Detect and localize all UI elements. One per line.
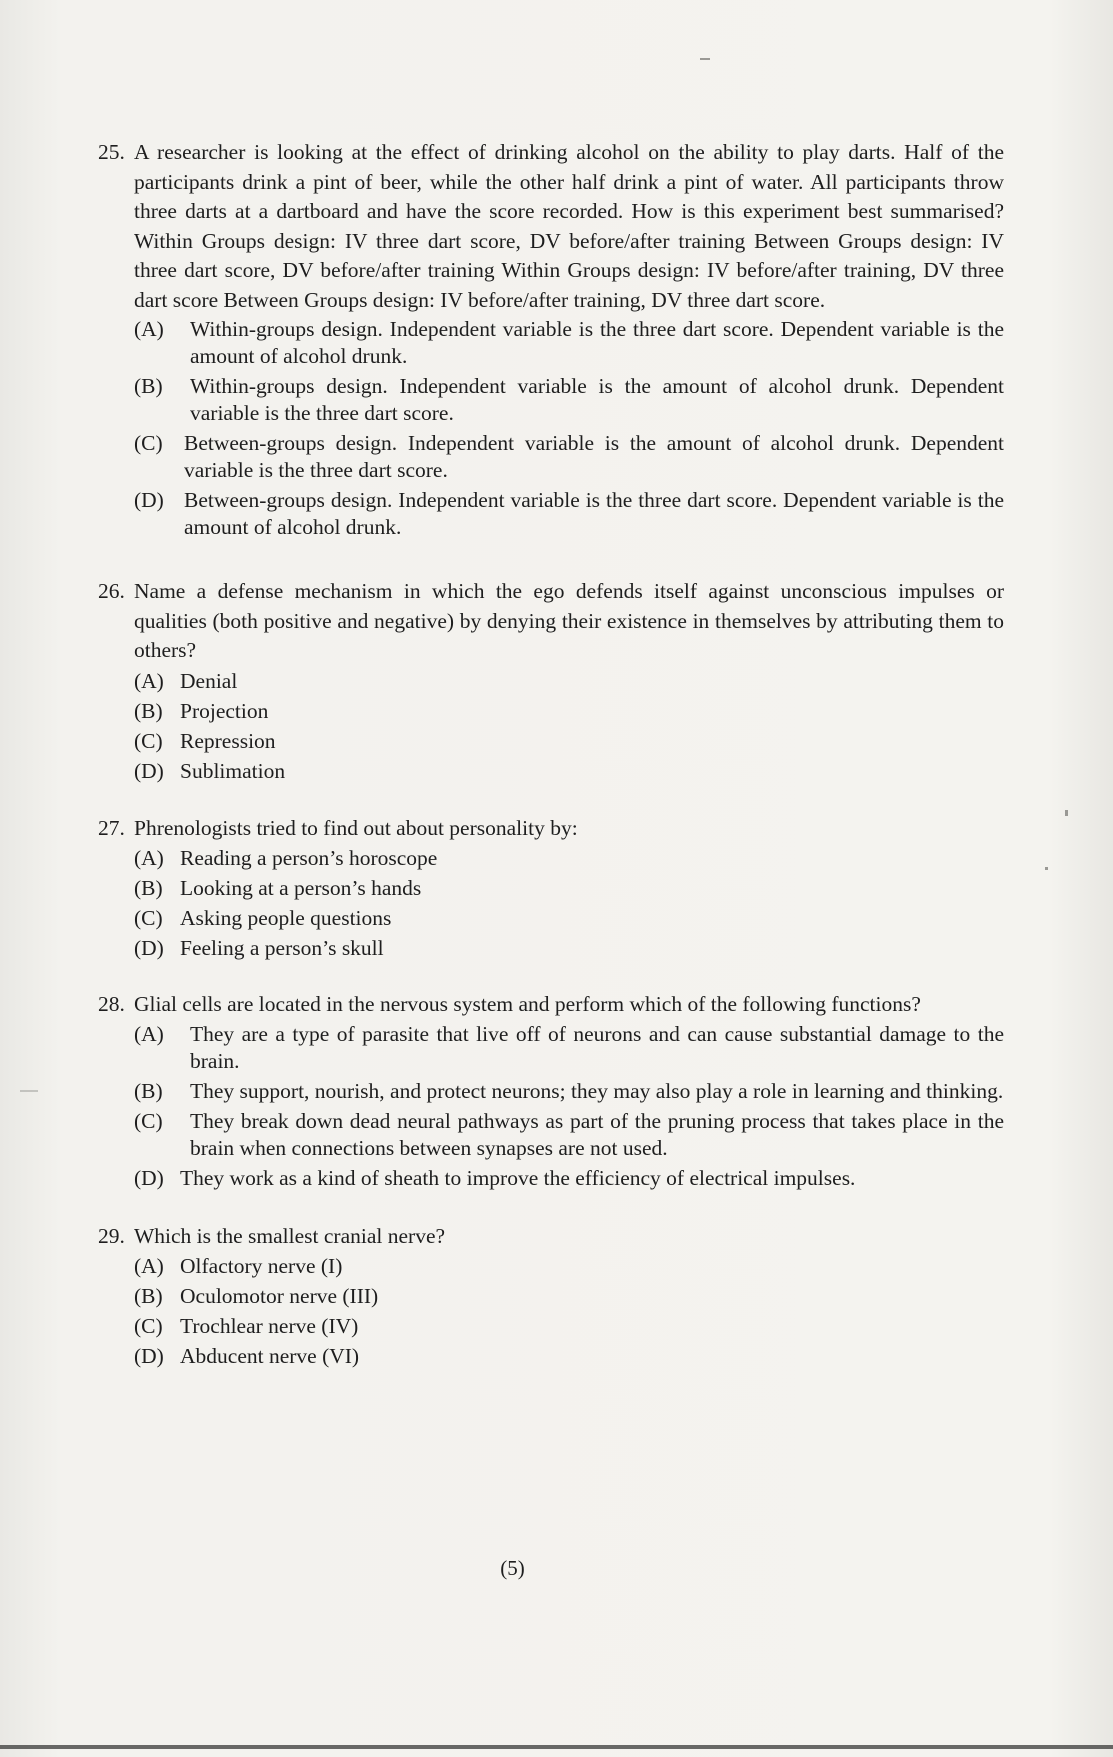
option-list (134, 667, 1004, 785)
question-25 (98, 138, 1004, 541)
scan-speck (1065, 810, 1068, 816)
option-a (134, 844, 1004, 872)
option-a (134, 1252, 1004, 1280)
option-text: Reading a person’s horoscope (180, 846, 438, 870)
option-text: They work as a kind of sheath to improve the efficiency of electrical impulses. (180, 1165, 856, 1190)
option-b (134, 1078, 1004, 1105)
option-b (134, 1282, 1004, 1310)
option-text: Within-groups design. Independent variable is the amount of alcohol drunk. Dependent variable is the three dart score. (190, 374, 1004, 425)
option-text: Within-groups design. Independent variable is the three dart score. Dependent variable is the amount of alcohol drunk. (190, 317, 1004, 368)
question-27 (98, 814, 1004, 963)
question-number: 29. (98, 1223, 125, 1248)
scan-speck (20, 1090, 38, 1092)
option-a (134, 1021, 1004, 1075)
option-list (134, 316, 1004, 541)
option-letter: (A) (134, 668, 164, 693)
question-26 (98, 577, 1004, 785)
option-b (134, 373, 1004, 427)
option-text: They are a type of parasite that live off of neurons and can cause substantial damage to the brain. (190, 1021, 1004, 1073)
question-text: A researcher is looking at the effect of drinking alcohol on the ability to play darts. Half of the participants drink a pint of beer, while the other half drink a pint of water. All participants throw three darts at a dartboard and have the score recorded. How is this experiment best summarised? Within Groups design: IV three dart score, DV before/after training Between Groups design: IV three dart score, DV before/after training Within Groups design: IV before/after training, DV three dart score Between Groups design: IV before/after training, DV three dart score. (134, 140, 1004, 312)
option-text: They break down dead neural pathways as part of the pruning process that takes place in the brain when connections between synapses are not used. (190, 1108, 1004, 1160)
option-text: Oculomotor nerve (III) (180, 1284, 379, 1308)
option-letter: (D) (134, 488, 164, 512)
option-list (134, 844, 1004, 962)
option-text: Between-groups design. Independent variable is the amount of alcohol drunk. Dependent variable is the three dart score. (184, 431, 1004, 482)
option-letter: (C) (134, 906, 163, 930)
option-letter: (D) (134, 1344, 164, 1368)
option-d (134, 934, 1004, 962)
option-letter: (B) (134, 1284, 163, 1308)
option-letter: (B) (134, 1078, 163, 1103)
scan-speck (1045, 867, 1048, 870)
option-text: Sublimation (180, 758, 286, 783)
option-text: Feeling a person’s skull (180, 936, 384, 960)
page-number: (5) (500, 1556, 525, 1580)
option-text: Asking people questions (180, 906, 392, 930)
option-a (134, 316, 1004, 370)
option-text: Repression (180, 728, 276, 753)
option-text: Trochlear nerve (IV) (180, 1314, 359, 1338)
option-c (134, 904, 1004, 932)
option-letter: (D) (134, 1165, 164, 1190)
option-text: Looking at a person’s hands (180, 876, 422, 900)
question-number: 27. (98, 815, 125, 840)
scan-bottom-edge (0, 1745, 1113, 1749)
question-number: 26. (98, 579, 125, 603)
option-d (134, 1342, 1004, 1370)
question-text: Glial cells are located in the nervous system and perform which of the following functions? (134, 992, 921, 1016)
option-b (134, 874, 1004, 902)
scan-speck (700, 58, 710, 60)
option-c (134, 727, 1004, 755)
option-c (134, 430, 1004, 484)
question-number: 28. (98, 992, 125, 1016)
option-letter: (C) (134, 1108, 163, 1133)
option-text: Between-groups design. Independent variable is the three dart score. Dependent variable is the amount of alcohol drunk. (184, 488, 1004, 539)
question-28 (98, 990, 1004, 1192)
question-text: Phrenologists tried to find out about personality by: (134, 815, 578, 840)
option-letter: (C) (134, 431, 163, 455)
option-text: Projection (180, 698, 269, 723)
option-letter: (C) (134, 1314, 163, 1338)
option-d (134, 487, 1004, 541)
option-text: Denial (180, 668, 238, 693)
option-d (134, 757, 1004, 785)
option-c (134, 1312, 1004, 1340)
option-text: Abducent nerve (VI) (180, 1344, 360, 1368)
option-letter: (A) (134, 846, 164, 870)
question-list (98, 138, 1004, 1372)
option-list (134, 1021, 1004, 1192)
question-number: 25. (98, 140, 125, 164)
option-text: Olfactory nerve (I) (180, 1254, 343, 1278)
option-text: They support, nourish, and protect neurons; they may also play a role in learning and thinking. (190, 1078, 1004, 1103)
option-letter: (B) (134, 876, 163, 900)
question-29 (98, 1222, 1004, 1371)
option-b (134, 697, 1004, 725)
question-text: Which is the smallest cranial nerve? (134, 1223, 446, 1248)
option-list (134, 1252, 1004, 1370)
option-letter: (D) (134, 758, 164, 783)
option-a (134, 667, 1004, 695)
option-letter: (B) (134, 698, 163, 723)
option-letter: (D) (134, 936, 164, 960)
option-letter: (A) (134, 1254, 164, 1278)
question-text: Name a defense mechanism in which the ego defends itself against unconscious impulses or qualities (both positive and negative) by denying their existence in themselves by attributing them to others? (134, 579, 1004, 662)
option-d (134, 1165, 1004, 1192)
option-letter: (A) (134, 317, 164, 341)
option-letter: (B) (134, 374, 163, 398)
option-c (134, 1108, 1004, 1162)
option-letter: (A) (134, 1021, 164, 1046)
option-letter: (C) (134, 728, 163, 753)
